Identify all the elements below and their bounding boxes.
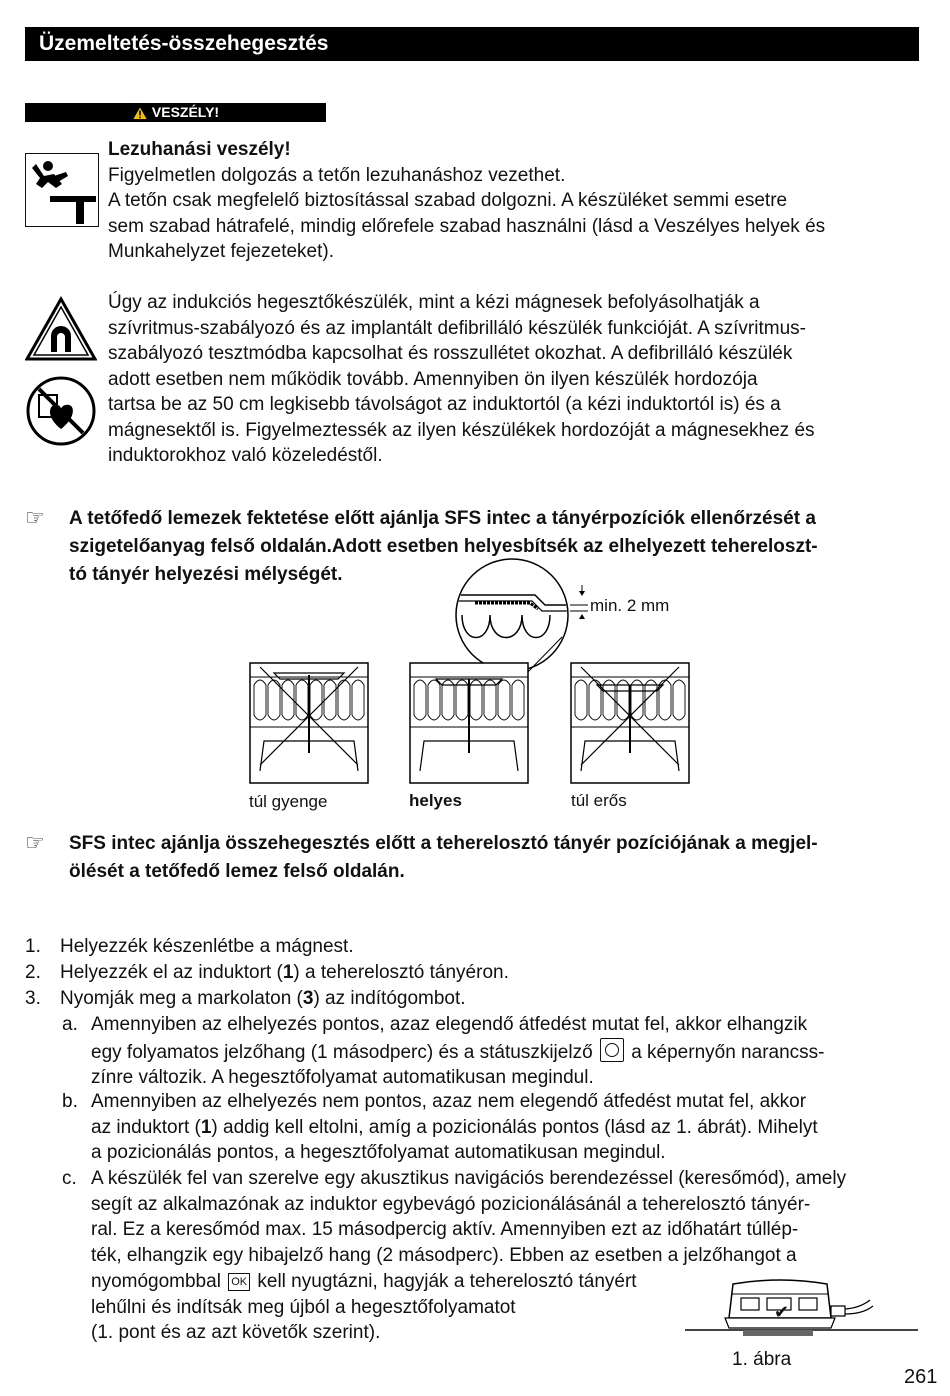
note-line: ölését a tetőfedő lemez felső oldalán. — [69, 861, 405, 882]
step-text: Helyezzék készenlétbe a mágnest. — [60, 936, 354, 957]
caption-correct: helyes — [409, 791, 462, 810]
list-item — [25, 986, 925, 1012]
step-text — [60, 986, 466, 1012]
magnetic-field-warning-icon — [25, 296, 97, 362]
substep-line: zínre változik. A hegesztőfolyamat automatikusan megindul. — [91, 1067, 594, 1089]
substep-line: Amennyiben az elhelyezés pontos, azaz elegendő átfedést mutat fel, akkor elhangzik — [91, 1014, 808, 1035]
step-text-part: Nyomják meg a markolaton ( — [60, 988, 303, 1009]
list-item — [25, 934, 925, 960]
section-title: Üzemeltetés-összehegesztés — [25, 27, 919, 61]
inductor-figure — [685, 1278, 920, 1348]
substep-line: segít az alkalmazónak az induktor egybevágó pozicionálásánál a teherelosztó tányér- — [91, 1193, 811, 1215]
panel-too-strong — [571, 663, 689, 783]
substep-line — [91, 1115, 931, 1141]
step-number: 2. — [25, 962, 41, 983]
magnet-warning — [108, 290, 938, 469]
substep-label: a. — [62, 1014, 78, 1035]
substep-text — [91, 1089, 931, 1166]
magnet-warning-line: mágnesektől is. Figyelmeztessék az ilyen készülékek hordozóját a mágnesekhez és — [108, 419, 815, 441]
substep-text-part: egy folyamatos jelzőhang (1 másodperc) és a státuszkijelző — [91, 1041, 593, 1063]
note-line: SFS intec ajánlja összehegesztés előtt a teherelosztó tányér pozíciójának a megjel- — [69, 833, 818, 854]
note-line: A tetőfedő lemezek fektetése előtt ajánlja SFS intec a tányérpozíciók ellenőrzését a — [69, 508, 816, 529]
substep-text — [91, 1012, 931, 1091]
panel-correct — [410, 663, 528, 783]
list-item — [25, 960, 925, 986]
fall-warning-line: Figyelmetlen dolgozás a tetőn lezuhanáshoz vezethet. — [108, 164, 566, 186]
no-pacemaker-icon — [25, 375, 97, 447]
substep-text-part: nyomógombbal — [91, 1270, 221, 1292]
magnet-warning-line: Úgy az indukciós hegesztőkészülék, mint a kézi mágnesek befolyásolhatják a — [108, 292, 760, 313]
step-ref: 3 — [302, 988, 314, 1009]
magnet-warning-line: szabályozó tesztmódba kapcsolhat és rosszullétet okozhat. A defibrilláló készülék — [108, 343, 793, 364]
plate-position-figure — [240, 555, 700, 795]
min-distance-label: min. 2 mm — [590, 596, 670, 615]
substep-line: (1. pont és az azt követők szerint). — [91, 1322, 381, 1344]
note-line: tó tányér helyezési mélységét. — [69, 564, 343, 585]
substep-text-part: az induktort ( — [91, 1116, 201, 1138]
pointing-hand-icon: ☞ — [25, 830, 45, 855]
panel-too-weak — [250, 663, 368, 783]
magnet-warning-line: szívritmus-szabályozó és az implantált defibrilláló készülék funkcióját. A szívritmus- — [108, 317, 806, 339]
fall-warning-line: sem szabad hátrafelé, mindig előrefele szabad használni (lásd a Veszélyes helyek és — [108, 215, 826, 237]
fall-warning-line: A tetőn csak megfelelő biztosítással szabad dolgozni. A készüléket semmi esetre — [108, 190, 788, 211]
substep-text-part: a képernyőn narancss- — [631, 1041, 825, 1063]
magnet-warning-line: tartsa be az 50 cm legkisebb távolságot az induktortól (a kézi induktortól is) és a — [108, 394, 781, 415]
step-text-part: ) az indítógombot. — [313, 988, 466, 1009]
check-icon: ✔ — [774, 1302, 790, 1322]
warning-triangle-icon — [132, 106, 148, 120]
fall-warning-title: Lezuhanási veszély! — [108, 139, 291, 160]
status-indicator-icon — [600, 1038, 624, 1062]
fall-warning — [108, 137, 928, 265]
substep-label: b. — [62, 1091, 78, 1112]
note-line: szigetelőanyag felső oldalán.Adott esetben helyesbítsék az elhelyezett tehereloszt- — [69, 536, 818, 557]
danger-banner — [25, 103, 326, 122]
substep-text-part: ) addig kell eltolni, amíg a pozicionálás pontos (lásd az 1. ábrát). Mihelyt — [211, 1116, 818, 1138]
substep-line: ral. Ez a keresőmód max. 15 másodpercig aktív. Amennyiben ezt az időhatárt túllép- — [91, 1219, 799, 1241]
magnet-warning-line: induktorokhoz való közeledéstől. — [108, 445, 383, 466]
step-text — [60, 960, 509, 986]
fall-hazard-icon — [25, 153, 99, 227]
figure-caption: 1. ábra — [732, 1349, 792, 1370]
step-number: 1. — [25, 936, 41, 957]
caption-too-weak: túl gyenge — [249, 792, 328, 811]
magnet-warning-line: adott esetben nem működik tovább. Amennyiben ön ilyen készülék hordozója — [108, 368, 758, 390]
step-text-part: ) a teherelosztó tányéron. — [293, 962, 509, 983]
step-number: 3. — [25, 988, 41, 1009]
step-text-part: Helyezzék el az induktort ( — [60, 962, 283, 983]
danger-label: VESZÉLY! — [151, 104, 220, 120]
substep-text-part: kell nyugtázni, hagyják a teherelosztó tányért — [257, 1270, 637, 1292]
substep-b — [62, 1089, 932, 1167]
fall-warning-line: Munkahelyzet fejezeteket). — [108, 241, 335, 262]
pointing-hand-icon: ☞ — [25, 505, 45, 530]
step-ref: 1 — [282, 962, 294, 983]
substep-a — [62, 1012, 932, 1090]
substep-line — [91, 1038, 931, 1066]
note-marking — [69, 830, 939, 886]
substep-line: Amennyiben az elhelyezés nem pontos, azaz nem elegendő átfedést mutat fel, akkor — [91, 1091, 807, 1112]
page-number: 261 — [904, 1366, 938, 1388]
substep-line: ték, elhangzik egy hibajelző hang (2 másodperc). Ebben az esetben a jelzőhangot a — [91, 1245, 797, 1267]
substep-line: lehűlni és indítsák meg újból a hegesztőfolyamatot — [91, 1296, 516, 1318]
substep-line: a pozicionálás pontos, a hegesztőfolyamat automatikusan megindul. — [91, 1142, 666, 1164]
caption-too-strong: túl erős — [571, 791, 627, 810]
step-ref: 1 — [200, 1116, 212, 1138]
substep-line: A készülék fel van szerelve egy akusztikus navigációs berendezéssel (keresőmód), amely — [91, 1168, 847, 1189]
ok-button-icon: OK — [228, 1273, 250, 1291]
substep-label: c. — [62, 1168, 77, 1189]
